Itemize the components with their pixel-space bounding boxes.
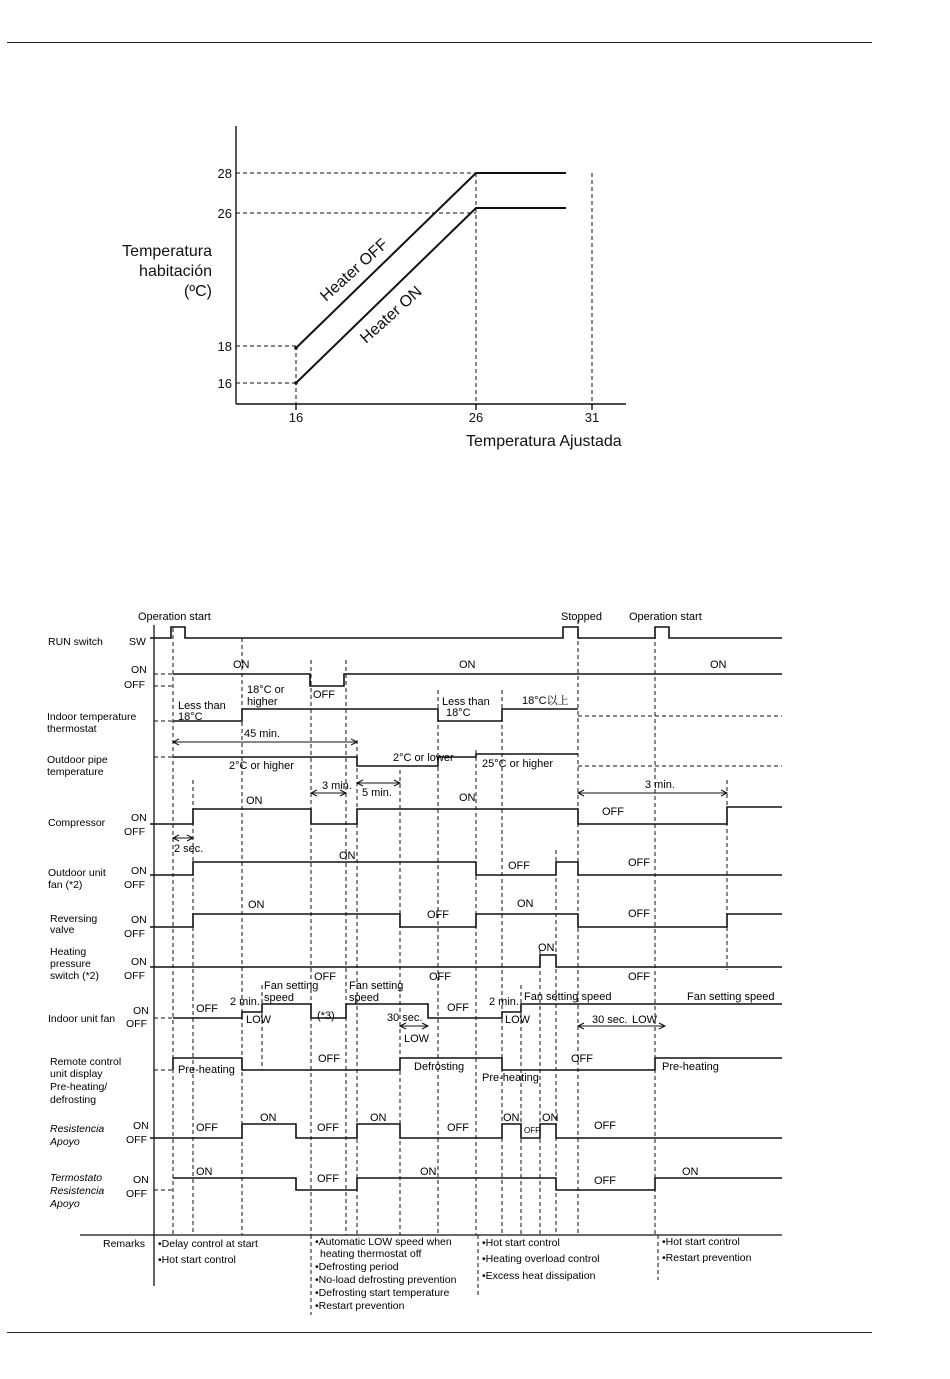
- x-tick-label: 26: [468, 410, 484, 425]
- remark-item: •Delay control at start: [158, 1238, 258, 1250]
- state-on: ON: [133, 1005, 149, 1017]
- annotation: 30 sec.: [592, 1014, 628, 1026]
- series-label-heater-off: Heater OFF: [317, 235, 392, 305]
- annotation: 2 min.: [230, 996, 260, 1008]
- row-run-switch: RUN switch: [48, 636, 103, 648]
- row-compressor: Compressor: [48, 817, 106, 829]
- state-on: ON: [131, 956, 147, 968]
- state-off: OFF: [124, 826, 145, 838]
- remark-item: •Heating overload control: [482, 1253, 600, 1265]
- row-remote-display: unit display: [50, 1068, 103, 1080]
- signal-label-off: OFF: [594, 1175, 616, 1187]
- row-remote-display: Pre-heating/: [50, 1081, 108, 1093]
- remark-item: heating thermostat off: [320, 1248, 422, 1260]
- signal-label-on: ON: [260, 1112, 277, 1124]
- state-off: OFF: [124, 879, 145, 891]
- row-outdoor-fan: Outdoor unit: [48, 867, 106, 879]
- row-remote-display: defrosting: [50, 1094, 97, 1106]
- signal-label-on: ON: [710, 659, 727, 671]
- row-outdoor-pipe: Outdoor pipe: [47, 754, 108, 766]
- annotation: Fan setting speed: [687, 991, 775, 1003]
- y-tick-label: 26: [217, 206, 232, 221]
- x-tick-label: 31: [584, 410, 600, 425]
- remark-item: •Defrosting period: [315, 1261, 399, 1273]
- annotation: Pre-heating: [482, 1072, 539, 1084]
- signal-label-low: LOW: [505, 1014, 531, 1026]
- signal-label-low: LOW: [632, 1014, 658, 1026]
- signal-label-off: OFF: [196, 1003, 218, 1015]
- x-tick-label: 16: [288, 410, 304, 425]
- annotation: speed: [349, 992, 379, 1004]
- annotation: 18°C以上: [522, 695, 569, 707]
- annotation: Fan setting speed: [524, 991, 612, 1003]
- row-pressure-switch: switch (*2): [50, 970, 100, 982]
- signal-label-off: OFF: [571, 1053, 593, 1065]
- signal-label-on: ON: [339, 850, 356, 862]
- signal-label-off: OFF: [628, 857, 650, 869]
- annotation: Less than: [442, 696, 490, 708]
- signal-label-on: ON: [542, 1112, 559, 1124]
- row-pressure-switch: pressure: [50, 958, 91, 970]
- x-axis-label: Temperatura Ajustada: [466, 433, 622, 450]
- y-tick-label: 28: [217, 166, 232, 181]
- stopped-label: Stopped: [561, 611, 602, 623]
- row-termostato: Resistencia: [50, 1185, 105, 1197]
- state-on: ON: [131, 812, 147, 824]
- signal-label-off: OFF: [594, 1120, 616, 1132]
- state-off: OFF: [124, 679, 145, 691]
- annotation: 2°C or lower: [393, 752, 454, 764]
- row-outdoor-pipe: temperature: [47, 766, 104, 778]
- signal-label-off: OFF: [524, 1126, 540, 1135]
- row-resistencia: Apoyo: [50, 1136, 80, 1148]
- y-tick-label: 16: [217, 376, 232, 391]
- row-outdoor-fan: fan (*2): [48, 879, 83, 891]
- signal-label-on: ON: [246, 795, 263, 807]
- annotation: (*3): [317, 1010, 335, 1022]
- row-indoor-thermostat: Indoor temperature: [47, 711, 137, 723]
- signal-label-off: OFF: [508, 860, 530, 872]
- remark-item: •Restart prevention: [662, 1252, 752, 1264]
- op-start-label: Operation start: [138, 611, 211, 623]
- remark-item: •Restart prevention: [315, 1300, 405, 1312]
- signal-label-on: ON: [459, 659, 476, 671]
- annotation: 2 sec.: [174, 843, 204, 855]
- annotation: 25°C or higher: [482, 758, 554, 770]
- annotation: 2 min.: [489, 996, 519, 1008]
- annotation: Defrosting: [414, 1061, 465, 1073]
- signal-label-on: ON: [503, 1112, 520, 1124]
- annotation: 3 min.: [645, 779, 675, 791]
- y-axis-label: habitación: [139, 263, 212, 280]
- signal-label-on: ON: [517, 898, 534, 910]
- row-resistencia: Resistencia: [50, 1123, 105, 1135]
- annotation: 18°C: [446, 707, 471, 719]
- row-reversing-valve: Reversing: [50, 913, 98, 925]
- signal-label-on: ON: [538, 942, 555, 954]
- annotation: 5 min.: [362, 787, 392, 799]
- state-on: ON: [133, 1120, 149, 1132]
- signal-label-off: OFF: [447, 1002, 469, 1014]
- annotation: Pre-heating: [178, 1064, 235, 1076]
- signal-label-off: OFF: [427, 909, 449, 921]
- annotation: 45 min.: [244, 728, 281, 740]
- signal-label-off: OFF: [196, 1122, 218, 1134]
- y-tick-label: 18: [217, 339, 232, 354]
- state-off: OFF: [124, 928, 145, 940]
- row-indoor-thermostat: thermostat: [47, 723, 97, 735]
- annotation: speed: [264, 992, 294, 1004]
- series-label-heater-on: Heater ON: [357, 283, 426, 347]
- signal-label-on: ON: [370, 1112, 387, 1124]
- annotation: Fan setting: [264, 980, 319, 992]
- annotation: 2°C or higher: [229, 760, 294, 772]
- annotation: Pre-heating: [662, 1061, 719, 1073]
- remarks-title: Remarks: [103, 1238, 146, 1250]
- row-termostato: Apoyo: [50, 1198, 80, 1210]
- remark-item: •Excess heat dissipation: [482, 1270, 596, 1282]
- y-axis-label: Temperatura: [122, 243, 212, 260]
- y-axis-label: (ºC): [183, 283, 212, 300]
- remark-item: •No-load defrosting prevention: [315, 1274, 457, 1286]
- signal-label-off: OFF: [317, 1122, 339, 1134]
- signal-label-on: ON: [420, 1166, 437, 1178]
- signal-label-on: ON: [248, 899, 265, 911]
- row-indoor-fan: Indoor unit fan: [48, 1013, 116, 1025]
- state-on: ON: [131, 914, 147, 926]
- row-termostato: Termostato: [50, 1172, 103, 1184]
- state-on: ON: [131, 664, 147, 676]
- annotation: 30 sec.: [387, 1012, 423, 1024]
- signal-label-off: OFF: [602, 806, 624, 818]
- signal-label-off: OFF: [447, 1122, 469, 1134]
- remark-item: •Hot start control: [482, 1237, 560, 1249]
- signal-label-on: ON: [682, 1166, 699, 1178]
- remark-item: •Defrosting start temperature: [315, 1287, 450, 1299]
- op-start-label: Operation start: [629, 611, 702, 623]
- annotation: 18°C: [178, 711, 203, 723]
- row-remote-display: Remote control: [50, 1056, 122, 1068]
- signal-label-on: ON: [233, 659, 250, 671]
- annotation: higher: [247, 696, 278, 708]
- signal-label-off: OFF: [628, 908, 650, 920]
- state-on: ON: [131, 865, 147, 877]
- signal-label-on: ON: [459, 792, 476, 804]
- state-off: OFF: [124, 970, 145, 982]
- annotation: 3 min.: [322, 780, 352, 792]
- remark-item: •Hot start control: [158, 1254, 236, 1266]
- state-on: ON: [133, 1174, 149, 1186]
- annotation: Fan setting: [349, 980, 404, 992]
- state-off: OFF: [126, 1018, 147, 1030]
- remark-item: •Automatic LOW speed when: [315, 1236, 452, 1248]
- signal-label-low: LOW: [404, 1033, 430, 1045]
- state-off: OFF: [126, 1188, 147, 1200]
- signal-label-on: ON: [196, 1166, 213, 1178]
- state-sw: SW: [129, 636, 146, 648]
- signal-label-low: LOW: [246, 1014, 272, 1026]
- signal-label-off: OFF: [628, 971, 650, 983]
- signal-label-off: OFF: [314, 971, 336, 983]
- state-off: OFF: [126, 1134, 147, 1146]
- row-pressure-switch: Heating: [50, 946, 87, 958]
- signal-label-off: OFF: [317, 1173, 339, 1185]
- annotation: 18°C or: [247, 684, 285, 696]
- signal-label-off: OFF: [318, 1053, 340, 1065]
- signal-label-off: OFF: [313, 689, 335, 701]
- annotation: Less than: [178, 700, 226, 712]
- remark-item: •Hot start control: [662, 1236, 740, 1248]
- signal-label-off: OFF: [429, 971, 451, 983]
- row-reversing-valve: valve: [50, 924, 75, 936]
